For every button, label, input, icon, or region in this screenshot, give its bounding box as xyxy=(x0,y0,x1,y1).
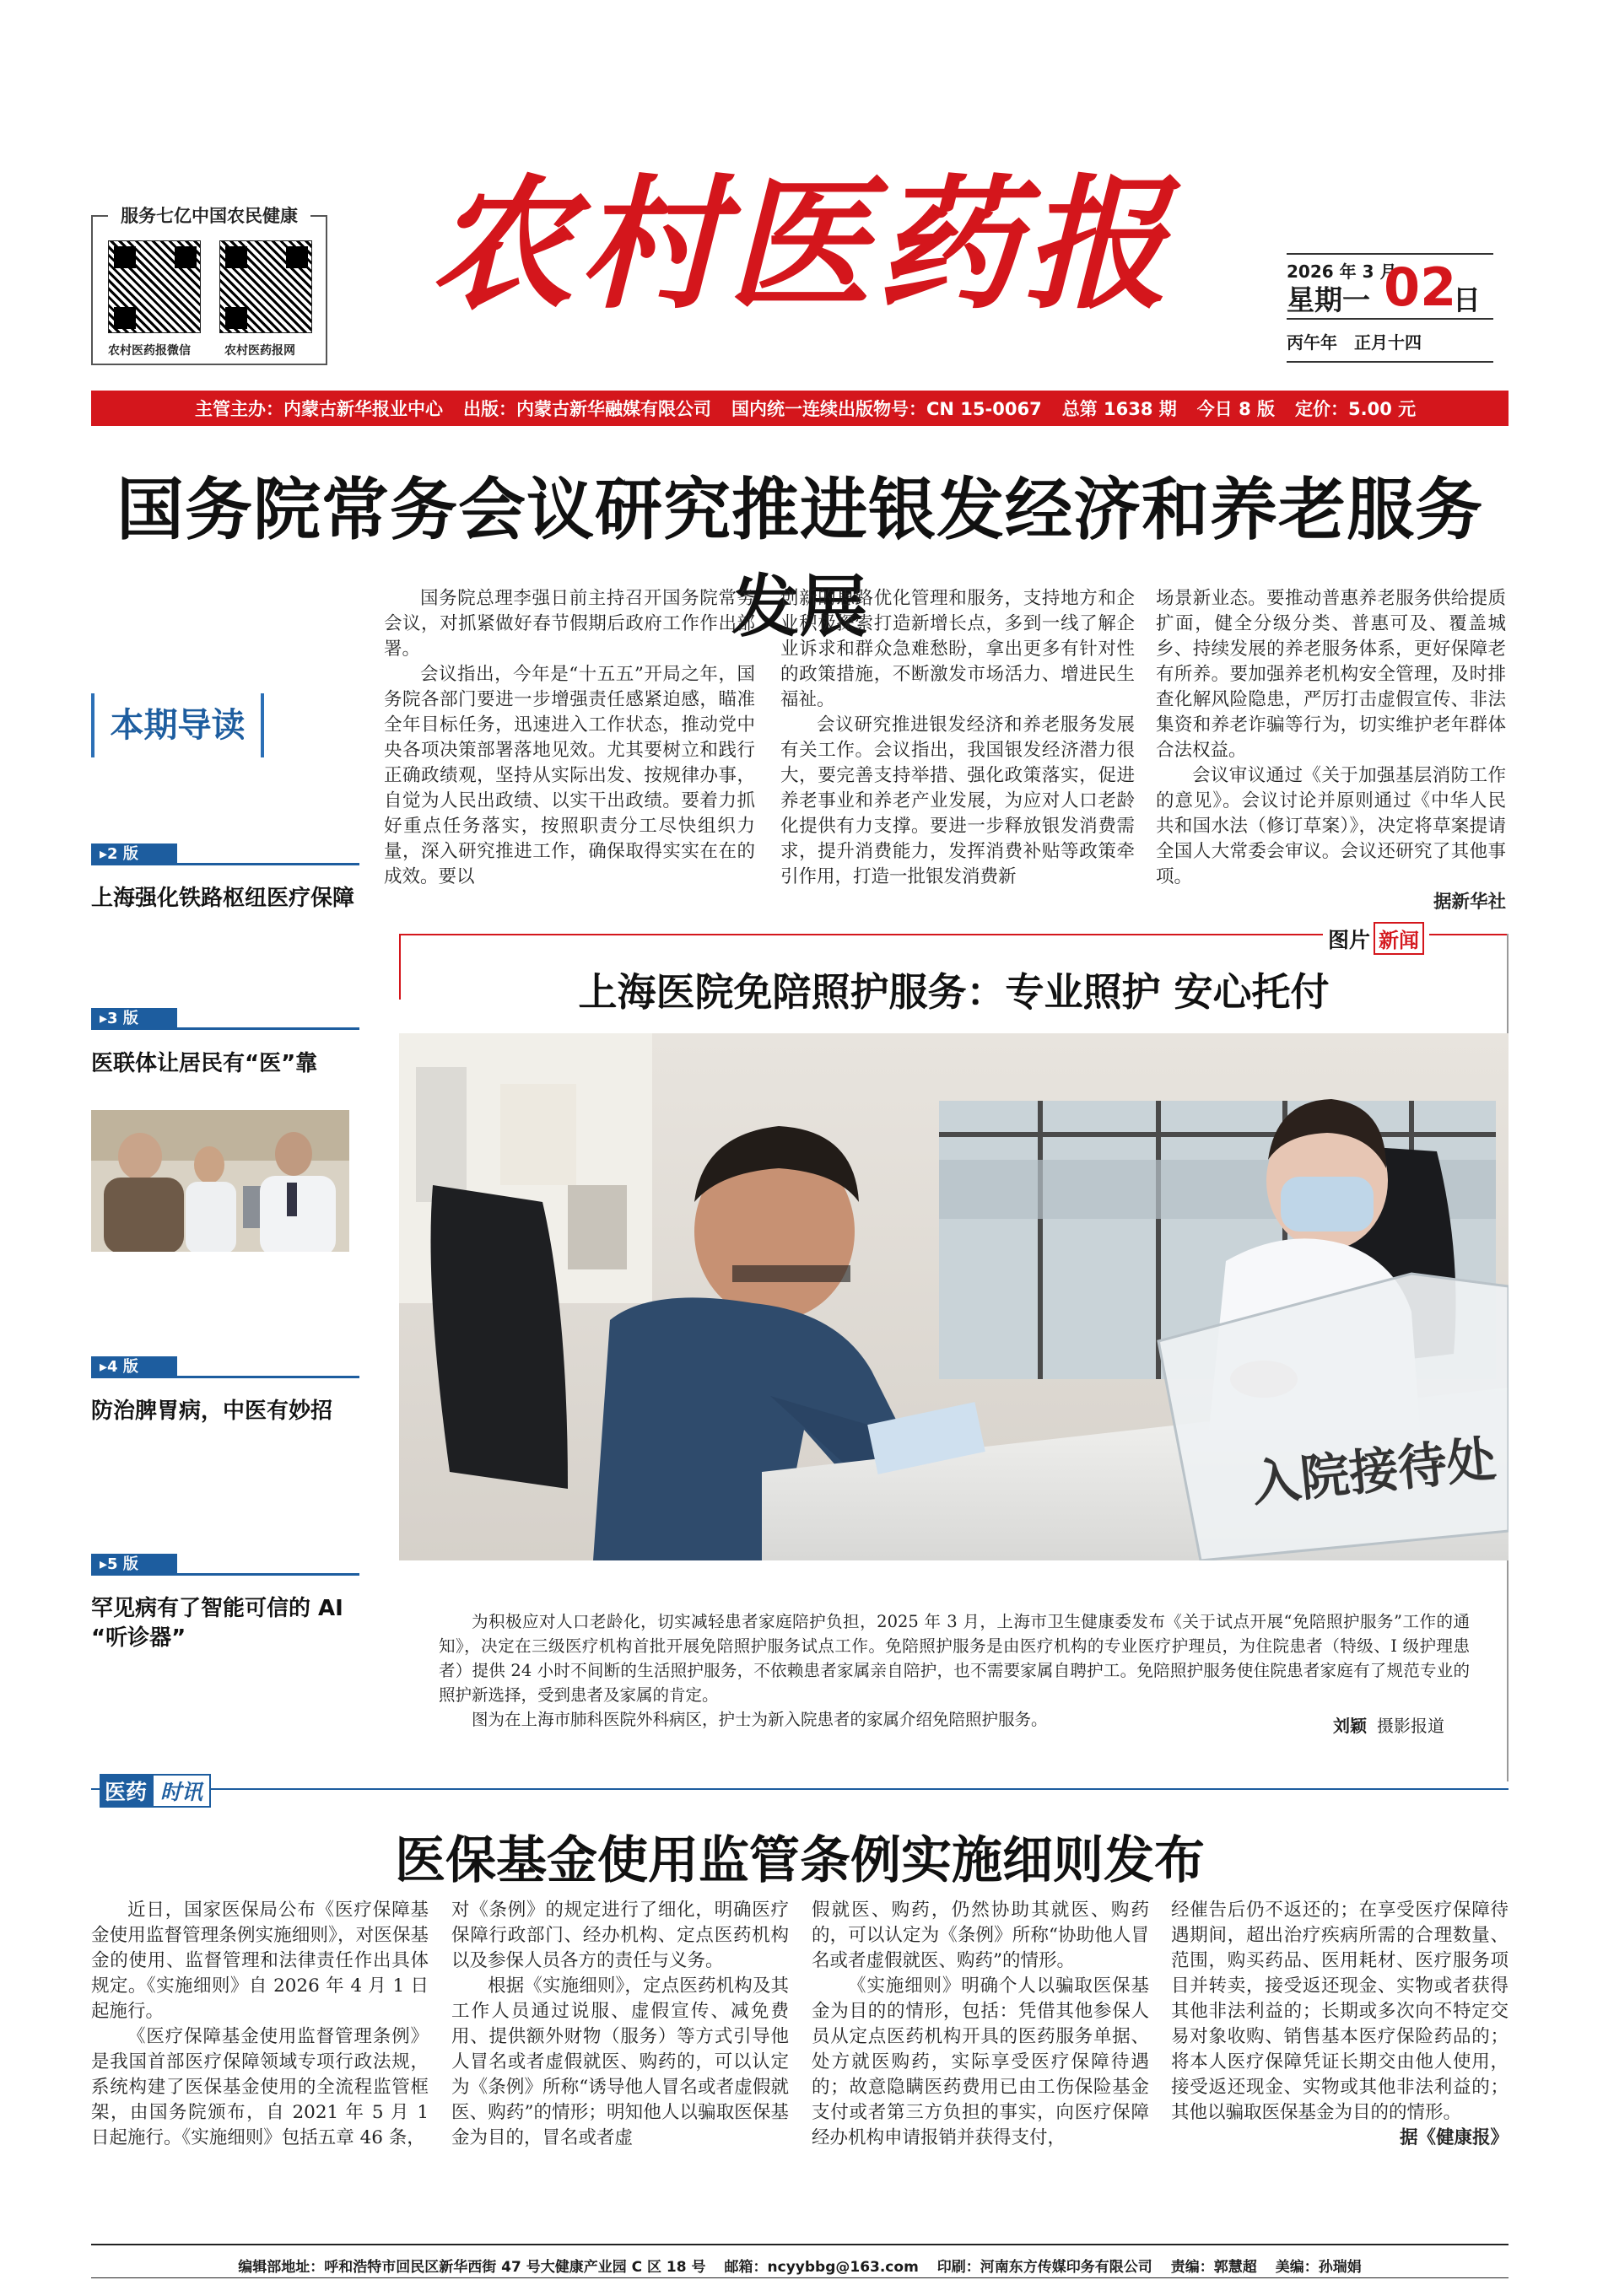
section-tag xyxy=(100,1775,211,1807)
paragraph: 场景新业态。要推动普惠养老服务供给提质扩面，健全分级分类、普惠可及、覆盖城乡、持续发展的养老服务体系，更好保障老有所养。要加强养老机构安全管理，及时排查化解风险隐患，严厉打击虚假宣传、非法集资和养老诈骗等行为，切实维护老年群体合法权益。 xyxy=(1156,588,1506,761)
section-credit: 据《健康报》 xyxy=(1399,2127,1509,2148)
paragraph: 《实施细则》明确个人以骗取医保基金为目的的情形，包括：凭借其他参保人员从定点医药机构开具的医药服务单据、处方就医购药，实际享受医疗保障待遇的；故意隐瞒医药费用已由工伤保险基金支付或者第三方负担的事实，向医疗保障经办机构申请报销并获得支付， xyxy=(812,1975,1149,2148)
footer-rule-bottom xyxy=(91,2277,1509,2278)
section-column-4 xyxy=(1171,1898,1509,2151)
photo-news-tag xyxy=(1323,922,1429,955)
photo-news-title: 上海医院免陪照护服务：专业照护 安心托付 xyxy=(578,969,1330,1015)
footer-email: 邮箱：ncyybbg@163.com xyxy=(724,2259,919,2276)
paragraph: 国务院总理李强日前主持召开国务院常务会议，对抓紧做好春节假期后政府工作作出部署。 xyxy=(384,588,755,660)
cn-number: 国内统一连续出版物号：CN 15-0067 xyxy=(731,399,1042,419)
footer-rule-top xyxy=(91,2244,1509,2245)
date-rule-mid xyxy=(1287,318,1493,320)
paragraph: 对《条例》的规定进行了细化，明确医疗保障行政部门、经办机构、定点医药机构以及参保人员各方的责任与义务。 xyxy=(451,1900,789,1971)
page-count: 今日 8 版 xyxy=(1196,399,1275,419)
guide-rule-3 xyxy=(91,1027,359,1030)
guide-tag-2[interactable]: ▸2 版 xyxy=(91,843,177,865)
photo-tag-b: 新闻 xyxy=(1374,922,1424,955)
lead-column-3 xyxy=(1156,586,1506,915)
section-column-3 xyxy=(812,1898,1149,2151)
paragraph: 会议指出，今年是“十五五”开局之年，国务院各部门要进一步增强责任感紧迫感，瞄准全年目标任务，迅速进入工作状态，推动党中央各项决策部署落地见效。尤其要树立和践行正确政绩观，坚持从实际出发、按规律办事，自觉为人民出政绩、以实干出政绩。要着力抓好重点任务落实，按照职责分工尽快组织力量，深入研究推进工作，确保取得实实在在的成效。要以 xyxy=(384,664,755,887)
year-month: 2026 年 3 月 xyxy=(1287,261,1397,282)
guide-item-3[interactable]: 医联体让居民有“医”靠 xyxy=(91,1051,318,1076)
caption-paragraph: 图为在上海市肺科医院外科病区，护士为新入院患者的家属介绍免陪照护服务。 xyxy=(472,1710,1048,1729)
paragraph: 会议审议通过《关于加强基层消防工作的意见》。会议讨论并原则通过《中华人民共和国水法（修订草案）》，决定将草案提请全国人大常委会审议。会议还研究了其他事项。 xyxy=(1156,765,1506,887)
publisher: 出版：内蒙古新华融媒有限公司 xyxy=(463,399,711,419)
paragraph: 会议研究推进银发经济和养老服务发展有关工作。会议指出，我国银发经济潜力很大，要完善支持举措、强化政策落实，促进养老事业和养老产业发展，为应对人口老龄化提供有力支撑。要进一步释放银发消费需求，提升消费能力，发挥消费补贴等政策牵引作用，打造一批银发消费新 xyxy=(780,714,1135,887)
guide-rule-5 xyxy=(91,1573,359,1576)
guide-item-4[interactable]: 防治脾胃病，中医有妙招 xyxy=(91,1399,333,1424)
qr-code-website[interactable] xyxy=(219,240,312,333)
footer-address: 编辑部地址：呼和浩特市回民区新华西街 47 号大健康产业园 C 区 18 号 xyxy=(238,2259,706,2276)
slogan: 服务七亿中国农民健康 xyxy=(108,202,310,228)
footer-editor: 责编：郭慧超 xyxy=(1170,2259,1257,2276)
qr-left-label: 农村医药报微信 xyxy=(108,344,191,358)
paragraph: 近日，国家医保局公布《医疗保障基金使用监督管理条例实施细则》，对医保基金的使用、监督管理和法律责任作出具体规定。《实施细则》自 2026 年 4 月 1 日起施行。 xyxy=(91,1900,429,2022)
sponsor: 主管主办：内蒙古新华报业中心 xyxy=(195,399,443,419)
guide-photo-clinic[interactable] xyxy=(91,1110,349,1252)
section-tag-a: 医药 xyxy=(100,1774,152,1808)
guide-rule-4 xyxy=(91,1376,359,1378)
guide-title: 本期导读 xyxy=(110,706,246,745)
publication-info-band xyxy=(91,391,1509,426)
footer-printer: 印刷：河南东方传媒印务有限公司 xyxy=(936,2259,1152,2276)
lunar-date: 丙午年 正月十四 xyxy=(1287,332,1422,353)
guide-tag-5[interactable]: ▸5 版 xyxy=(91,1554,177,1576)
paragraph: 经催告后仍不返还的；在享受医疗保障待遇期间，超出治疗疾病所需的合理数量、范围，购买药品、医用耗材、医疗服务项目并转卖，接受返还现金、实物或者获得其他非法利益的；长期或多次向不特定交易对象收购、销售基本医疗保险药品的；将本人医疗保障凭证长期交由他人使用，接受返还现金、实物或其他非法利益的；其他以骗取医保基金为目的的情形。 xyxy=(1171,1900,1509,2123)
photo-credit xyxy=(1333,1712,1444,1737)
qr-right-label: 农村医药报网 xyxy=(224,344,295,358)
section-column-2 xyxy=(451,1898,789,2151)
footer xyxy=(91,2255,1509,2276)
date-rule-bottom xyxy=(1287,361,1493,363)
photo-caption xyxy=(439,1609,1470,1732)
section-column-1 xyxy=(91,1898,429,2151)
main-photo[interactable] xyxy=(399,1033,1509,1560)
issue-number: 总第 1638 期 xyxy=(1061,399,1177,419)
lead-column-1 xyxy=(384,586,755,890)
paragraph: 假就医、购药，仍然协助其就医、购药的，可以认定为《条例》所称“协助他人冒名或者虚假就医、购药”的情形。 xyxy=(812,1900,1149,1971)
newspaper-logo: 农村医药报 xyxy=(430,160,1174,329)
section-tag-b: 时讯 xyxy=(152,1774,211,1808)
photo-credit-name: 刘颖 xyxy=(1333,1716,1367,1736)
photo-tag-a: 图片 xyxy=(1328,927,1371,952)
day-suffix: 日 xyxy=(1453,283,1481,316)
photo-credit-role: 摄影报道 xyxy=(1377,1716,1444,1736)
guide-tag-3[interactable]: ▸3 版 xyxy=(91,1008,177,1030)
price: 定价：5.00 元 xyxy=(1295,399,1417,419)
guide-tag-4[interactable]: ▸4 版 xyxy=(91,1356,177,1378)
day-number: 02 xyxy=(1384,256,1457,318)
section-headline: 医保基金使用监管条例实施细则发布 xyxy=(395,1831,1205,1890)
lead-headline: 国务院常务会议研究推进银发经济和养老服务发展 xyxy=(116,471,1483,646)
section-rule xyxy=(91,1788,1509,1790)
date-rule-top xyxy=(1287,253,1493,255)
sign-text: 入院接待处 xyxy=(1249,1430,1498,1513)
reception-desk-illustration xyxy=(399,1033,1509,1560)
qr-code-wechat[interactable] xyxy=(108,240,201,333)
guide-item-2[interactable]: 上海强化铁路枢纽医疗保障 xyxy=(91,886,355,911)
paragraph: 根据《实施细则》，定点医药机构及其工作人员通过说服、虚假宣传、减免费用、提供额外财物（服务）等方式引导他人冒名或者虚假就医、购药的，可以认定为《条例》所称“诱导他人冒名或者虚假就医、购药”的情形；明知他人以骗取医保基金为目的，冒名或者虚 xyxy=(451,1975,789,2148)
weekday: 星期一 xyxy=(1287,283,1370,316)
footer-designer: 美编：孙瑞娟 xyxy=(1275,2259,1362,2276)
paragraph: 创新的思路优化管理和服务，支持地方和企业积极探索打造新增长点，多到一线了解企业诉求和群众急难愁盼，拿出更多有针对性的政策措施，不断激发市场活力、增进民生福祉。 xyxy=(780,588,1135,710)
lead-column-2 xyxy=(780,586,1135,890)
guide-item-5[interactable]: 罕见病有了智能可信的 AI “听诊器” xyxy=(91,1596,343,1652)
guide-rule-2 xyxy=(91,863,359,865)
caption-paragraph: 为积极应对人口老龄化，切实减轻患者家庭陪护负担，2025 年 3 月，上海市卫生健康委发布《关于试点开展“免陪照护服务”工作的通知》，决定在三级医疗机构首批开展免陪照护服务试点工作。免陪照护服务是由医疗机构的专业医疗护理员，为住院患者（特级、I 级护理患者）提供 24 小时不间断的生活照护服务，不依赖患者家属亲自陪护，也不需要家属自聘护工。免陪照护服务使住院患者家庭有了规范专业的照护新选择，受到患者及家属的肯定。 xyxy=(439,1612,1470,1705)
lead-credit: 据新华社 xyxy=(1433,892,1506,913)
clinic-illustration xyxy=(91,1110,349,1252)
paragraph: 《医疗保障基金使用监督管理条例》是我国首部医疗保障领域专项行政法规，系统构建了医保基金使用的全流程监管框架，由国务院颁布，自 2021 年 5 月 1 日起施行。《实施细则》包括五章 46 条， xyxy=(91,2026,429,2148)
